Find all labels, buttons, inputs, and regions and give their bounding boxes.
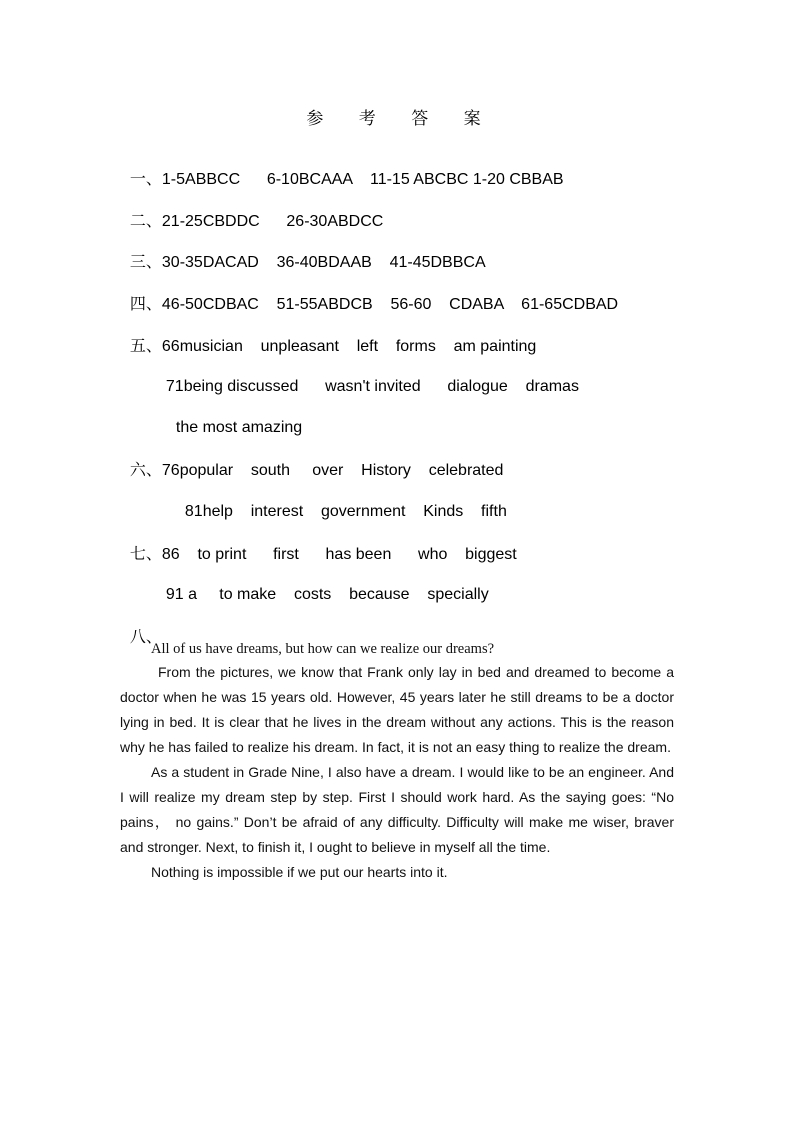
- section-number: 六、: [129, 460, 162, 479]
- section-answers: 46-50CDBAC 51-55ABDCB 56-60 CDABA 61-65CDBAD: [161, 296, 619, 313]
- section-answers: 91 a to make costs because specially: [165, 586, 489, 603]
- answer-section-3: [121, 232, 486, 273]
- section-number: 三、: [129, 252, 162, 271]
- page-title: 参 考 答 案: [306, 109, 496, 129]
- answer-section-5: [121, 316, 536, 357]
- section-answers: 30-35DACAD 36-40BDAAB 41-45DBBCA: [161, 254, 486, 271]
- section-answers: 86 to print first has been who biggest: [161, 546, 517, 563]
- section-answers: 76popular south over History celebrated: [161, 462, 504, 479]
- essay: [120, 638, 674, 885]
- section-answers: 66musician unpleasant left forms am painting: [161, 338, 537, 355]
- answer-section-6: [121, 440, 503, 481]
- section-number: 一、: [129, 169, 162, 188]
- section-number: 二、: [129, 211, 162, 230]
- section-number: 七、: [129, 544, 162, 563]
- section-answers: 71being discussed wasn't invited dialogue dramas: [165, 378, 579, 395]
- section-number: 八、: [129, 627, 162, 646]
- answer-section-2: [121, 191, 383, 232]
- section-answers: 81help interest government Kinds fifth: [184, 503, 507, 520]
- section-answers: 1-5ABBCC 6-10BCAAA 11-15 ABCBC 1-20 CBBAB: [161, 171, 564, 188]
- section-answers: 21-25CBDDC 26-30ABDCC: [161, 213, 384, 230]
- essay-paragraph-3: As a student in Grade Nine, I also have a dream. I would like to be an engineer. And I will realize my dream step by step. First I should work hard. As the saying goes: “No pains， no gains.” Don’t be afraid of any difficulty. Difficulty will make me wiser, braver and stronger. Next, to finish it, I ought to believe in myself all the time.: [120, 764, 674, 855]
- section-number: 四、: [129, 294, 162, 313]
- answer-section-4: [121, 274, 618, 315]
- answer-section-1: [121, 149, 564, 190]
- section-number: 五、: [129, 336, 162, 355]
- essay-paragraph-2: From the pictures, we know that Frank only lay in bed and dreamed to become a doctor when he was 15 years old. However, 45 years later he still dreams to be a doctor lying in bed. It is clear that he lives in the dream without any actions. This is the reason why he has failed to realize his dream. In fact, it is not an easy thing to realize the dream.: [120, 664, 674, 755]
- answer-section-7-continued: [157, 565, 489, 605]
- answer-section-5-continued: [157, 357, 579, 397]
- answer-section-6-continued: [176, 482, 507, 522]
- section-answers: the most amazing: [175, 419, 303, 436]
- essay-paragraph-1: All of us have dreams, but how can we realize our dreams?: [151, 641, 495, 657]
- answer-section-7: [121, 524, 517, 565]
- answer-section-5-continued-2: [167, 398, 302, 438]
- essay-paragraph-4: Nothing is impossible if we put our hearts into it.: [151, 864, 448, 880]
